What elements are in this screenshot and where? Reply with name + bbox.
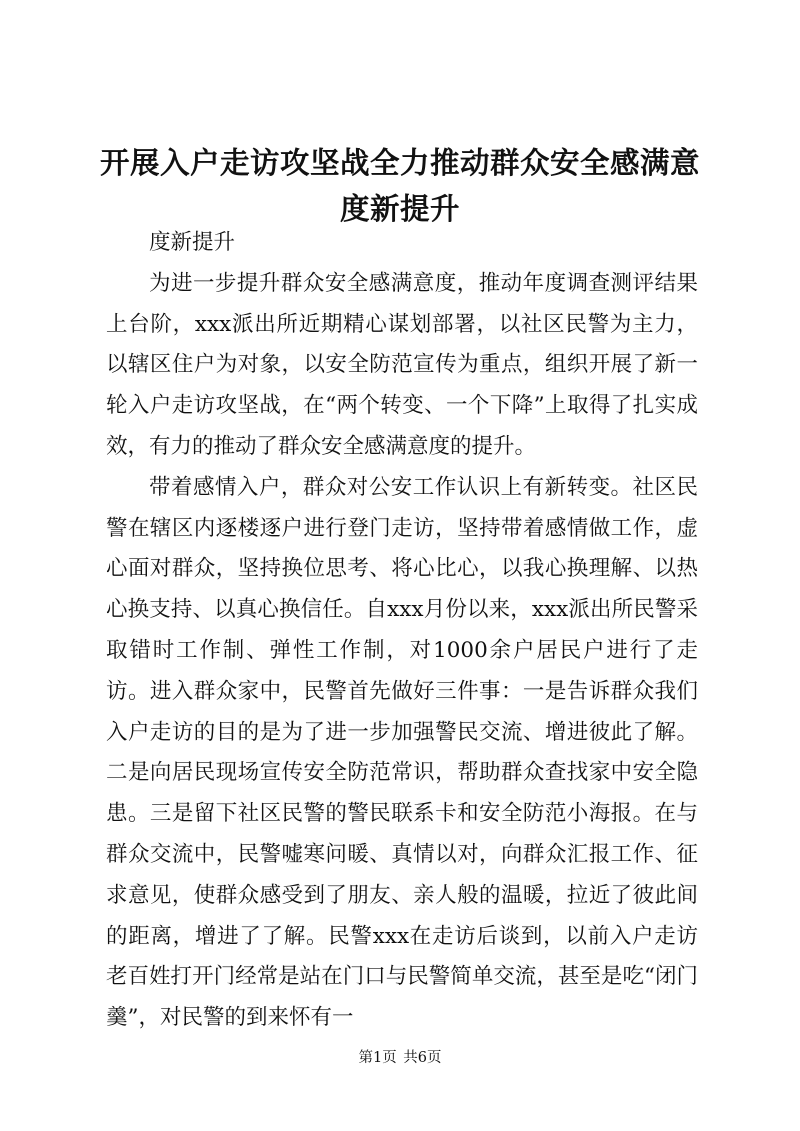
document-title: 开展入户走访攻坚战全力推动群众安全感满意度新提升 (99, 145, 700, 226)
paragraph-intro: 为进一步提升群众安全感满意度，推动年度调查测评结果上台阶，xxx派出所近期精心谋划部署，以社区民警为主力，以辖区住户为对象，以安全防范宣传为重点，组织开展了新一轮入户走访攻坚战，在“两个转变、一个下降”上取得了扎实成效，有力的推动了群众安全感满意度的提升。 (106, 270, 698, 459)
document-body (106, 223, 698, 1039)
page-number-footer: 第1页 共6页 (358, 1050, 442, 1066)
paragraph-subtitle: 度新提升 (149, 230, 236, 255)
paragraph-main: 带着感情入户，群众对公安工作认识上有新转变。社区民警在辖区内逐楼逐户进行登门走访，坚持带着感情做工作，虚心面对群众，坚持换位思考、将心比心，以我心换理解、以热心换支持、以真心换信任。自xxx月份以来，xxx派出所民警采取错时工作制、弹性工作制，对1000余户居民户进行了走访。进入群众家中，民警首先做好三件事：一是告诉群众我们入户走访的目的是为了进一步加强警民交流、增进彼此了解。二是向居民现场宣传安全防范常识，帮助群众查找家中安全隐患。三是留下社区民警的警民联系卡和安全防范小海报。在与群众交流中，民警嘘寒问暖、真情以对，向群众汇报工作、征求意见，使群众感受到了朋友、亲人般的温暖，拉近了彼此间的距离，增进了了解。民警xxx在走访后谈到，以前入户走访老百姓打开门经常是站在门口与民警简单交流，甚至是吃“闭门羹”，对民警的到来怀有一 (106, 474, 698, 1031)
